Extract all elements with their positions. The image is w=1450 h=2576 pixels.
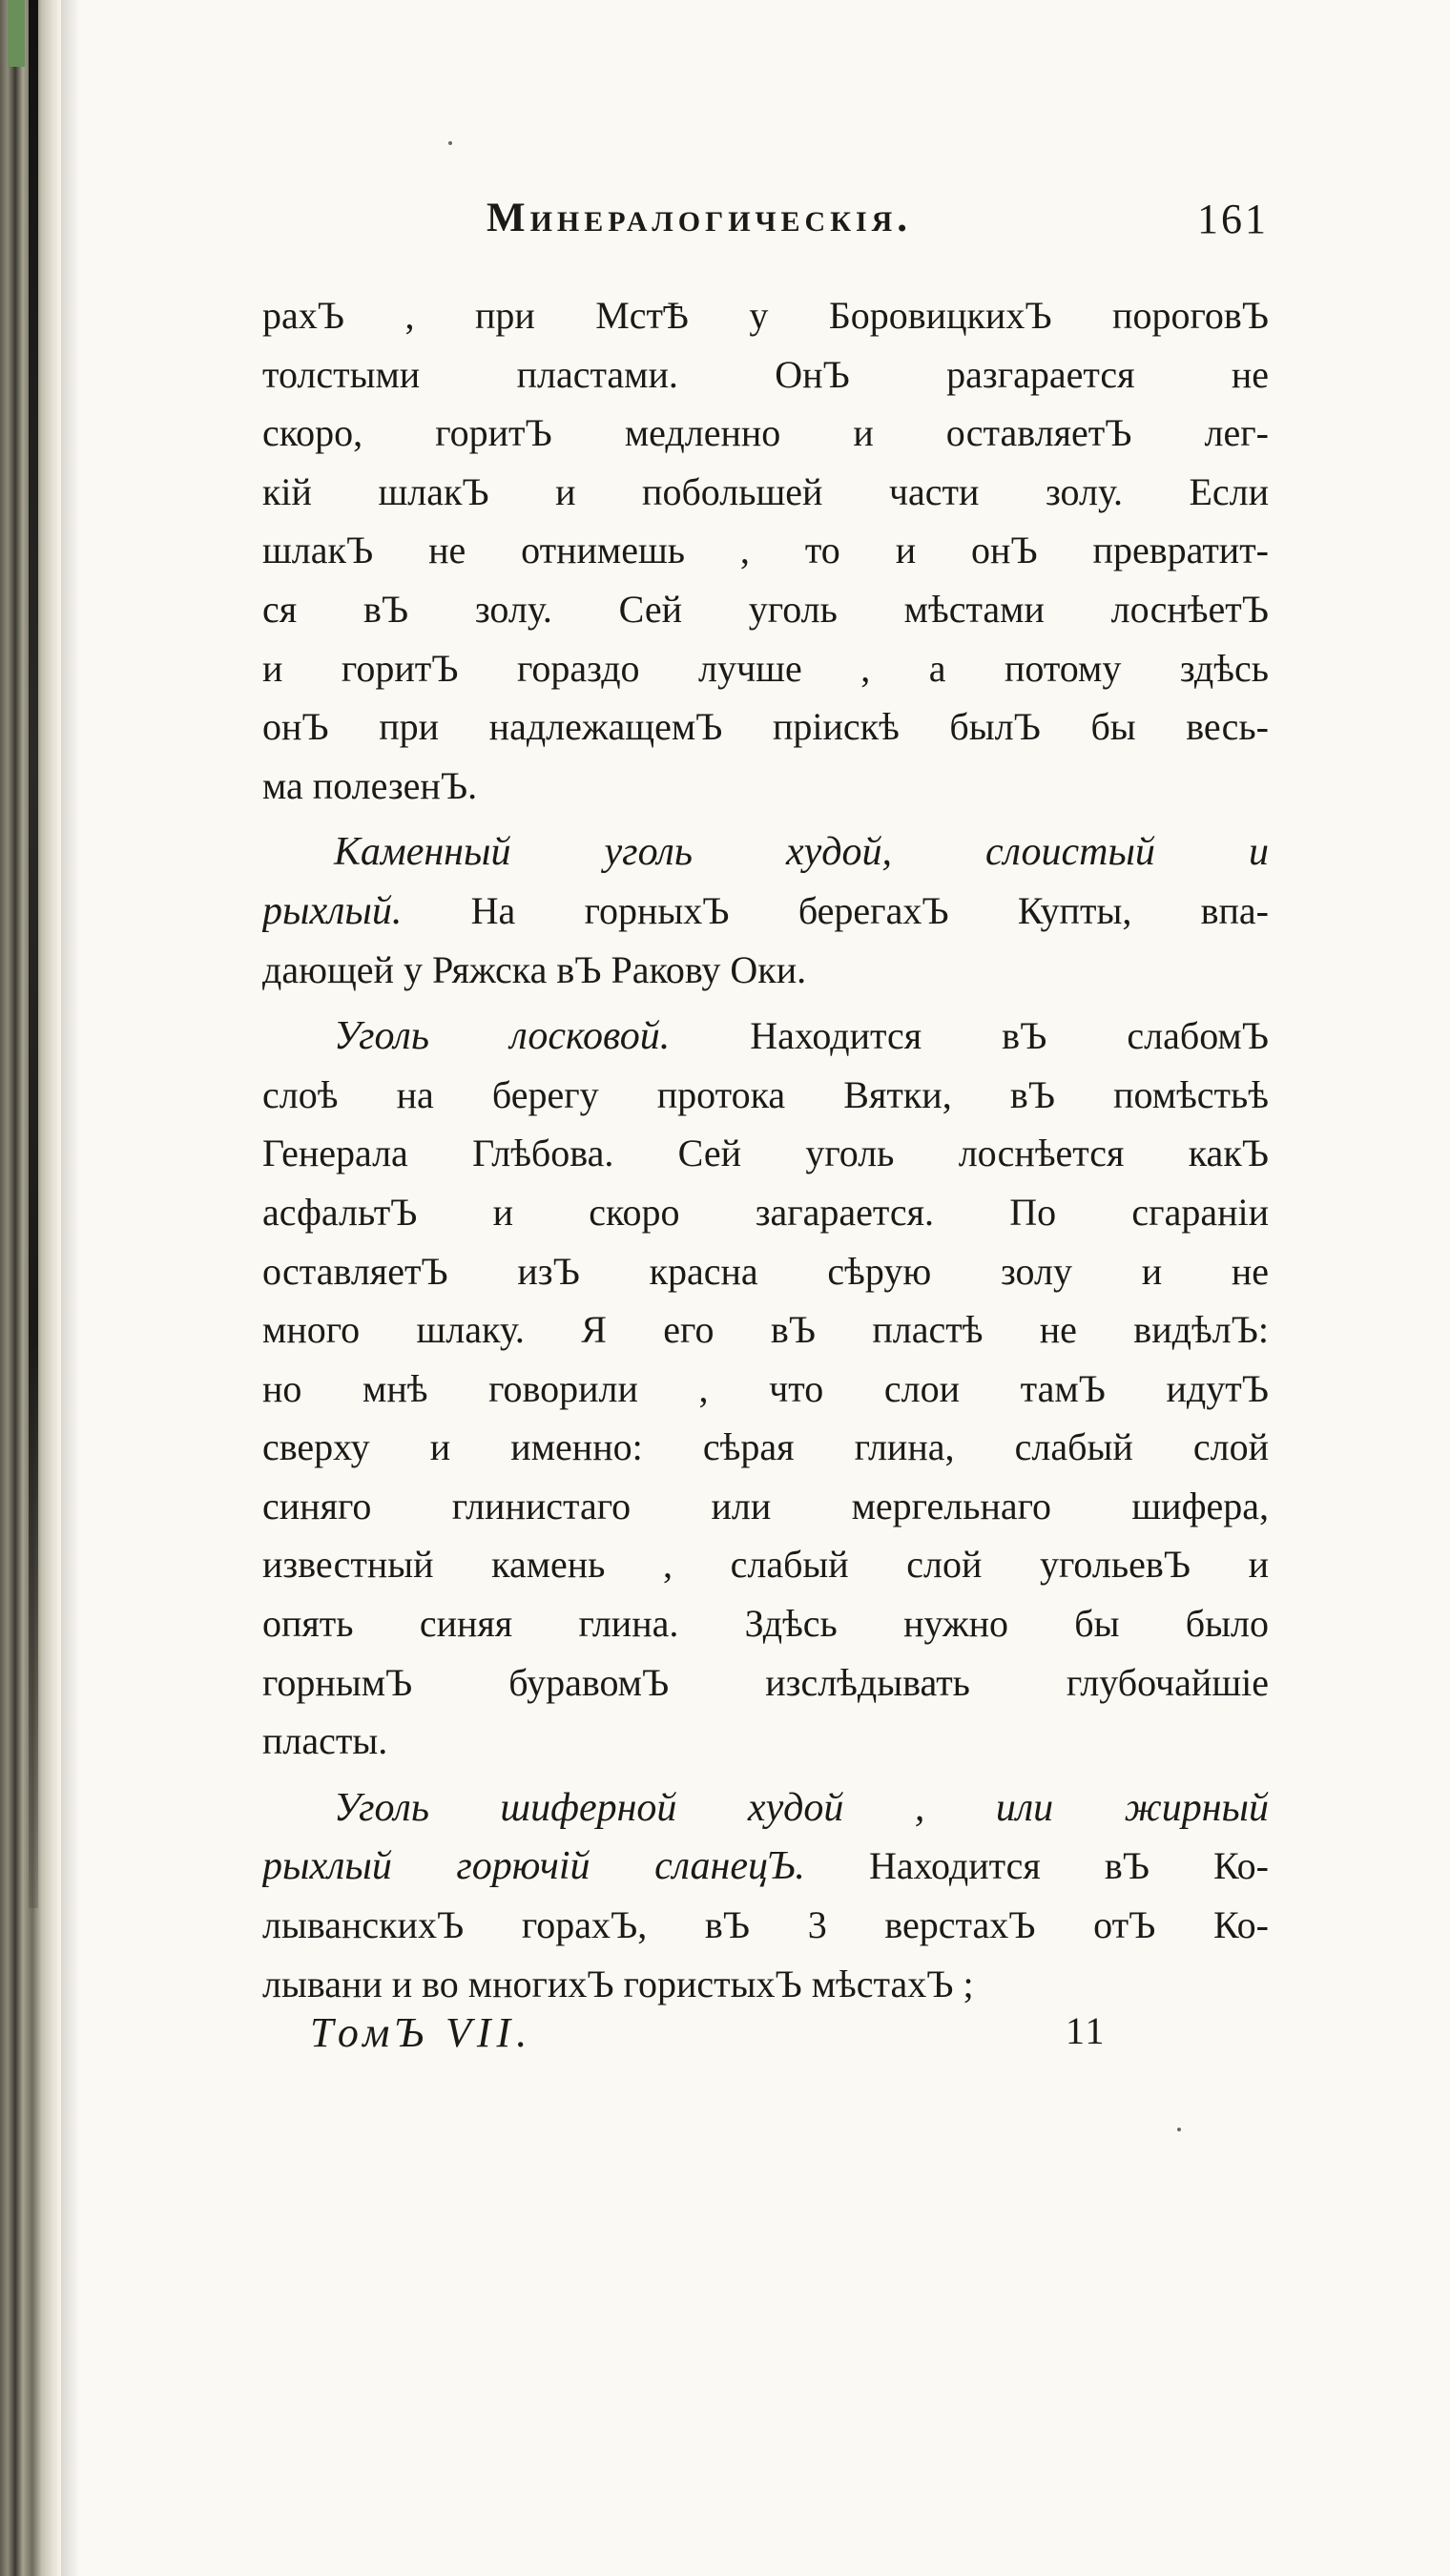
text-line bbox=[262, 1778, 1269, 1838]
text-run: дающей у Ряжска вЪ Ракову Оки. bbox=[262, 947, 807, 991]
text-run: рахЪ , при МстѢ у БоровицкихЪ пороговЪ bbox=[262, 294, 1269, 337]
text-run: горнымЪ буравомЪ изслѣдывать глубочайшіе bbox=[262, 1660, 1269, 1704]
paragraph bbox=[262, 1778, 1269, 2013]
text-line bbox=[262, 286, 1269, 345]
text-run: скоро, горитЪ медленно и оставляетЪ лег- bbox=[262, 411, 1269, 455]
text-run: и горитЪ гораздо лучше , а потому здѣсь bbox=[262, 646, 1269, 690]
text-line bbox=[262, 1066, 1269, 1125]
running-head-title: Минералогическія. bbox=[487, 196, 913, 240]
text-run: Находится вЪ Ко- bbox=[804, 1844, 1269, 1888]
text-line bbox=[262, 941, 1269, 1000]
text-run: Находится вЪ слабомЪ bbox=[670, 1014, 1269, 1058]
text-line bbox=[262, 822, 1269, 882]
signature-mark: 11 bbox=[1066, 2009, 1107, 2052]
text-run: ма полезенЪ. bbox=[262, 763, 478, 807]
page-number: 161 bbox=[1197, 196, 1269, 242]
running-head bbox=[487, 195, 1269, 252]
paragraph bbox=[262, 822, 1269, 999]
text-run: опять синяя глина. Здѣсь нужно бы было bbox=[262, 1602, 1269, 1646]
text-line bbox=[262, 580, 1269, 639]
text-line bbox=[262, 1594, 1269, 1653]
text-run: толстыми пластами. ОнЪ разгарается не bbox=[262, 352, 1269, 396]
text-run: много шлаку. Я его вЪ пластѣ не видѣлЪ: bbox=[262, 1308, 1269, 1352]
text-run: оставляетЪ изЪ красна сѣрую золу и не bbox=[262, 1249, 1269, 1293]
paragraph bbox=[262, 1007, 1269, 1771]
text-line bbox=[262, 1183, 1269, 1242]
paper-speck bbox=[448, 141, 452, 145]
text-run: На горныхЪ берегахЪ Купты, впа- bbox=[402, 888, 1269, 932]
text-line bbox=[262, 1124, 1269, 1183]
text-line bbox=[262, 345, 1269, 405]
italic-term: рыхлый горючій сланецЪ. bbox=[262, 1844, 805, 1889]
text-line bbox=[262, 1535, 1269, 1594]
text-run: пласты. bbox=[262, 1719, 388, 1763]
text-run: лывани и во многихЪ гористыхЪ мѣстахЪ ; bbox=[262, 1962, 974, 2005]
page-footer bbox=[262, 2008, 1269, 2066]
text-line bbox=[262, 1837, 1269, 1896]
body-text bbox=[262, 286, 1269, 2013]
binding-spine bbox=[29, 0, 38, 1908]
text-line bbox=[262, 463, 1269, 522]
text-run: кій шлакЪ и побольшей части золу. Если bbox=[262, 469, 1269, 513]
text-run: Генерала Глѣбова. Сей уголь лоснѣется какЪ bbox=[262, 1132, 1269, 1175]
italic-term: Каменный уголь худой, слоистый и bbox=[334, 830, 1269, 875]
paragraph bbox=[262, 286, 1269, 815]
text-run: лыванскихЪ горахЪ, вЪ 3 верстахЪ отЪ Ко- bbox=[262, 1903, 1269, 1947]
text-run: шлакЪ не отнимешь , то и онЪ превратит- bbox=[262, 529, 1269, 572]
text-run: асфальтЪ и скоро загарается. По сгараніи bbox=[262, 1190, 1269, 1234]
paper-speck bbox=[1177, 2128, 1181, 2131]
text-line bbox=[262, 1712, 1269, 1771]
italic-term: Уголь лосковой. bbox=[334, 1014, 671, 1059]
text-run: слоѣ на берегу протока Вятки, вЪ помѣстьѣ bbox=[262, 1072, 1269, 1116]
text-line bbox=[262, 1418, 1269, 1477]
text-line bbox=[262, 697, 1269, 757]
text-line bbox=[262, 521, 1269, 580]
text-run: онЪ при надлежащемЪ пріискѣ былЪ бы весь- bbox=[262, 705, 1269, 749]
text-line bbox=[262, 1007, 1269, 1066]
text-line bbox=[262, 1242, 1269, 1301]
text-line bbox=[262, 639, 1269, 698]
volume-label: ТомЪ VII. bbox=[310, 2009, 533, 2056]
text-line bbox=[262, 1300, 1269, 1360]
text-run: но мнѣ говорили , что слои тамЪ идутЪ bbox=[262, 1366, 1269, 1410]
text-line bbox=[262, 757, 1269, 816]
text-line bbox=[262, 1653, 1269, 1713]
text-line bbox=[262, 1360, 1269, 1419]
text-line bbox=[262, 882, 1269, 941]
text-line bbox=[262, 1955, 1269, 2014]
text-line bbox=[262, 1896, 1269, 1955]
italic-term: рыхлый. bbox=[262, 888, 403, 933]
text-line bbox=[262, 1477, 1269, 1536]
page-binding-edge bbox=[0, 0, 61, 2576]
text-run: ся вЪ золу. Сей уголь мѣстами лоснѣетЪ bbox=[262, 587, 1269, 631]
italic-term: Уголь шиферной худой , или жирный bbox=[334, 1785, 1269, 1830]
gutter-shadow bbox=[61, 0, 80, 2576]
text-run: сверху и именно: сѣрая глина, слабый слой bbox=[262, 1425, 1269, 1469]
text-run: известный камень , слабый слой угольевЪ и bbox=[262, 1543, 1269, 1587]
binding-tab bbox=[8, 0, 25, 67]
text-line bbox=[262, 404, 1269, 463]
text-run: синяго глинистаго или мергельнаго шифера, bbox=[262, 1484, 1269, 1527]
